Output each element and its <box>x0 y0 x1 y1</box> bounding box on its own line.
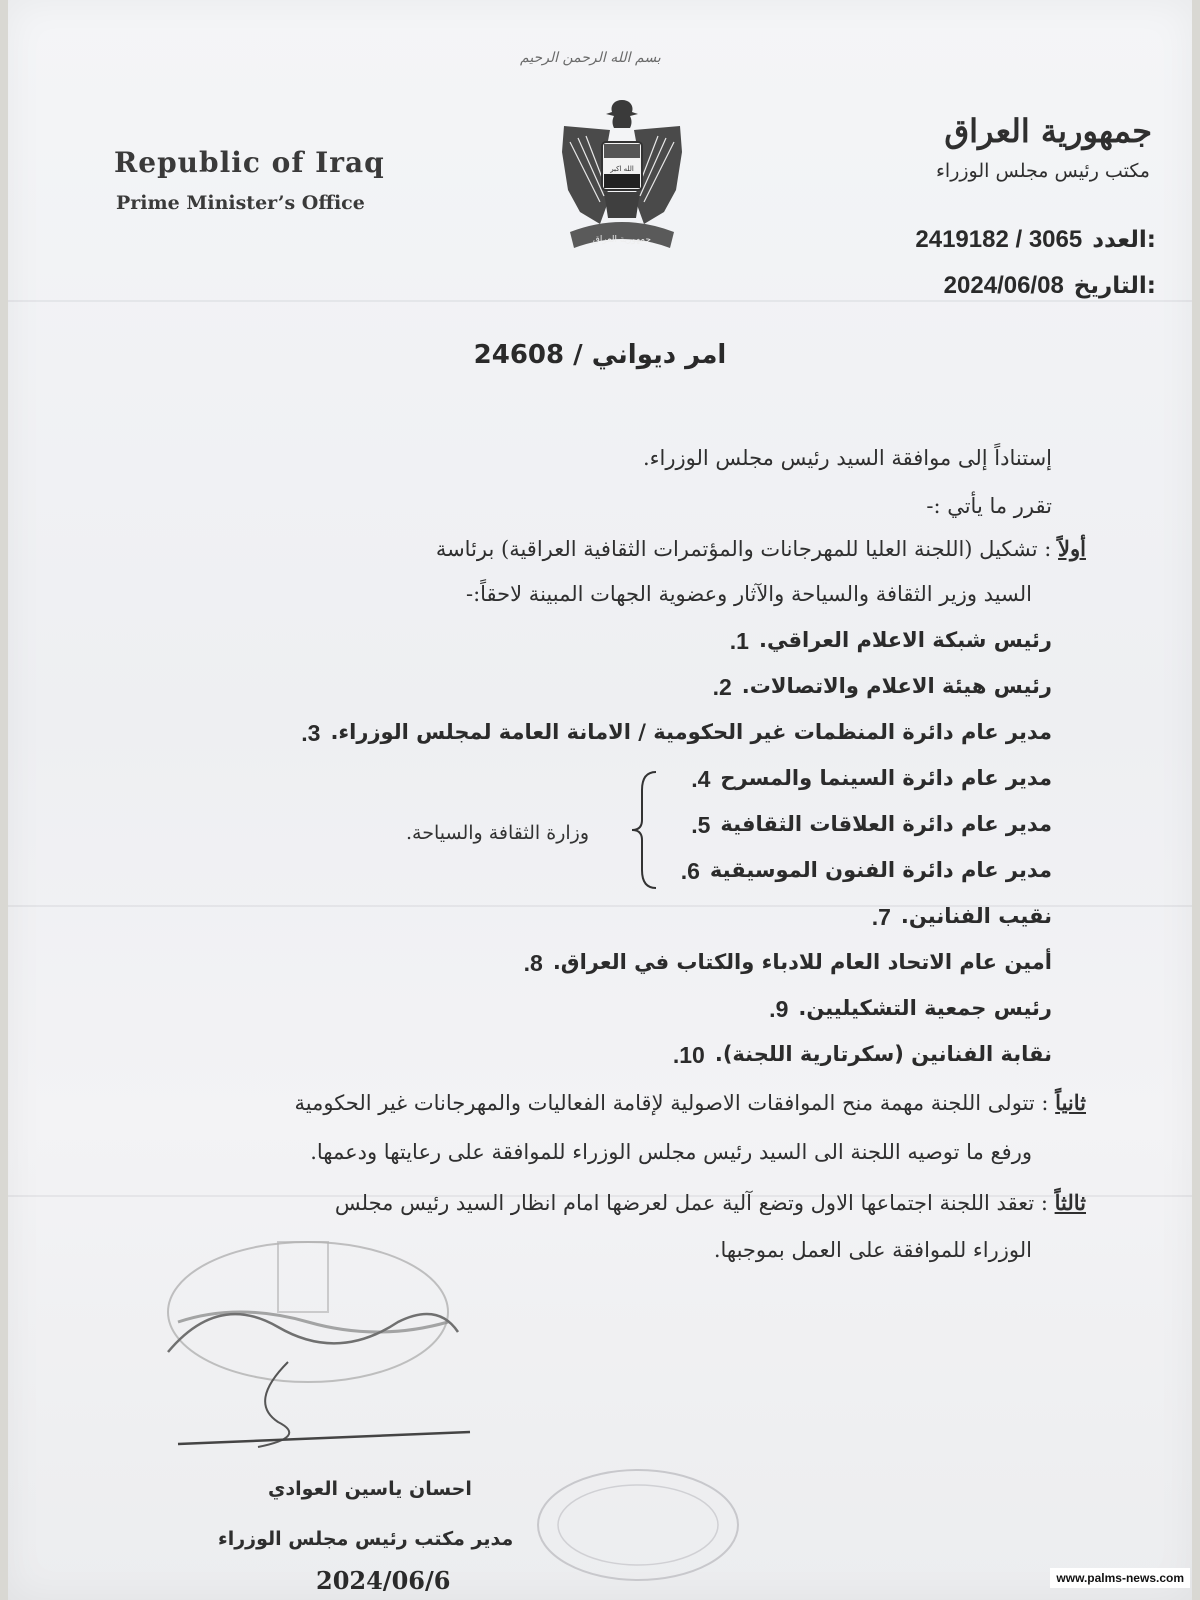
list-item: 5. مدير عام دائرة العلاقات الثقافية <box>691 812 1052 838</box>
list-item: 1. رئيس شبكة الاعلام العراقي. <box>729 628 1052 654</box>
ministry-group-label: وزارة الثقافة والسياحة. <box>406 822 589 844</box>
list-item: 10. نقابة الفنانين (سكرتارية اللجنة). <box>672 1042 1052 1068</box>
section-first-label: أولاً <box>1058 536 1086 561</box>
list-item: 9. رئيس جمعية التشكيليين. <box>769 996 1052 1022</box>
list-item: 2. رئيس هيئة الاعلام والاتصالات. <box>712 674 1052 700</box>
group-brace <box>628 770 662 890</box>
header-ar-subtitle: مكتب رئيس مجلس الوزراء <box>935 160 1150 182</box>
section-first-line1: : تشكيل (اللجنة العليا للمهرجانات والمؤتمرات الثقافية العراقية) برئاسة <box>435 537 1052 561</box>
intro-text: إستناداً إلى موافقة السيد رئيس مجلس الوزراء. <box>642 446 1052 470</box>
header-en-subtitle: Prime Minister’s Office <box>116 192 365 214</box>
order-title: امر ديواني / 24608 <box>473 340 727 370</box>
paper-fold <box>8 300 1192 302</box>
iraq-eagle-emblem-icon <box>560 92 684 260</box>
signatory-title: مدير مكتب رئيس مجلس الوزراء <box>218 1528 514 1550</box>
list-item: 6. مدير عام دائرة الفنون الموسيقية <box>680 858 1052 884</box>
signature-date: 2024/06/6 <box>316 1566 451 1595</box>
section-second-line2: ورفع ما توصيه اللجنة الى السيد رئيس مجلس الوزراء للموافقة على رعايتها ودعمها. <box>310 1140 1032 1164</box>
office-stamp <box>158 1232 488 1472</box>
date-label: التاريخ: <box>1073 273 1156 299</box>
section-third-label: ثالثاً <box>1054 1190 1086 1215</box>
number-label: العدد: <box>1092 227 1156 253</box>
section-third-line2: الوزراء للموافقة على العمل بموجبها. <box>713 1238 1032 1262</box>
faint-seal <box>528 1460 748 1590</box>
source-watermark: www.palms-news.com <box>1050 1568 1190 1588</box>
basmala: بسم الله الرحمن الرحيم <box>520 50 661 66</box>
emblem-caption: جمهورية العراق <box>592 235 652 245</box>
section-second-label: ثانياً <box>1055 1090 1086 1115</box>
header-ar-title: جمهورية العراق <box>944 112 1152 150</box>
decided-text: تقرر ما يأتي :- <box>926 494 1052 518</box>
document-number <box>915 226 1156 254</box>
list-item: 7. نقيب الفنانين. <box>871 904 1052 930</box>
list-item: 8. أمين عام الاتحاد العام للادباء والكتاب في العراق. <box>523 950 1052 976</box>
section-first-line2: السيد وزير الثقافة والسياحة والآثار وعضوية الجهات المبينة لاحقاً:- <box>465 582 1032 606</box>
section-first <box>86 536 1086 561</box>
section-second-line1: : تتولى اللجنة مهمة منح الموافقات الاصولية لإقامة الفعاليات والمهرجانات غير الحكومية <box>294 1091 1049 1115</box>
section-third <box>335 1190 1086 1215</box>
date-value: 2024/06/08 <box>943 272 1064 299</box>
list-item: 3. مدير عام دائرة المنظمات غير الحكومية / الامانة العامة لمجلس الوزراء. <box>301 720 1052 746</box>
list-item: 4. مدير عام دائرة السينما والمسرح <box>691 766 1052 792</box>
header-en-title: Republic of Iraq <box>114 146 385 179</box>
document-date <box>944 272 1156 300</box>
emblem-motto: الله اكبر <box>610 165 634 173</box>
signatory-name: احسان ياسين العوادي <box>268 1478 472 1500</box>
document-page <box>8 0 1192 1600</box>
number-value: 2419182 / 3065 <box>915 226 1083 253</box>
section-second <box>295 1090 1087 1115</box>
section-third-line1: : تعقد اللجنة اجتماعها الاول وتضع آلية عمل لعرضها امام انظار السيد رئيس مجلس <box>334 1191 1048 1215</box>
